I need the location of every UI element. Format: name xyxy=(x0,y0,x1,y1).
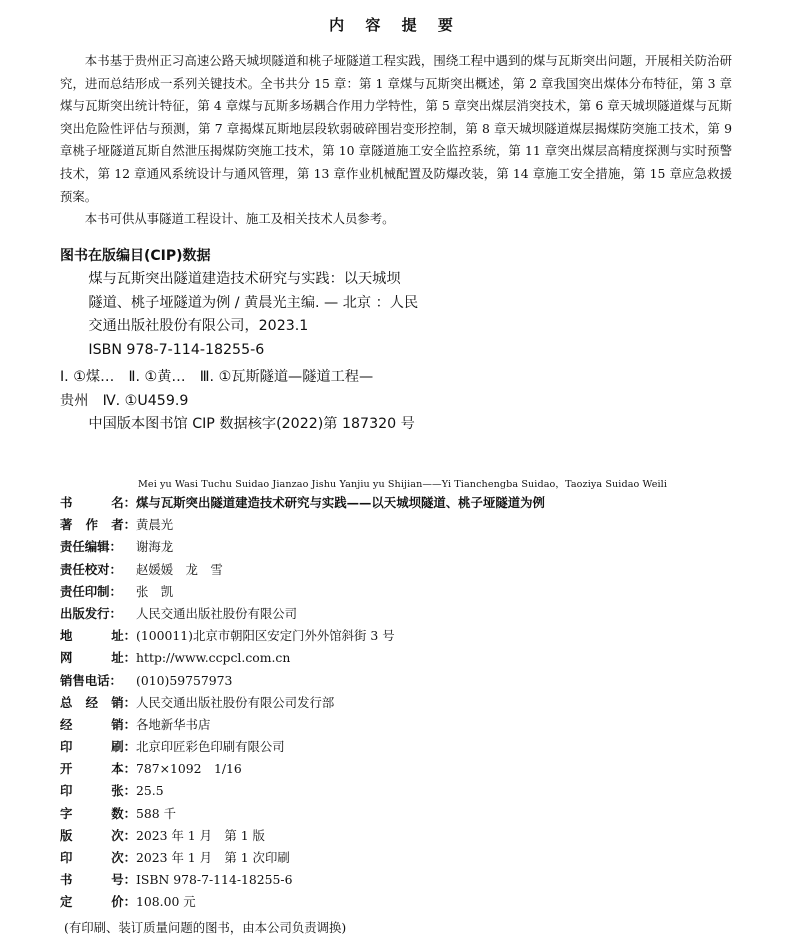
info-label xyxy=(60,848,136,866)
info-label xyxy=(60,759,136,777)
cip-line: 隧道、桃子垭隧道为例 / 黄晨光主编. — 北京 ：人民 xyxy=(88,294,419,311)
info-label-char: 次： xyxy=(111,850,136,865)
info-value: 黄晨光 xyxy=(136,517,174,533)
info-label xyxy=(60,560,136,578)
info-row xyxy=(60,560,760,582)
cip-line: 煤与瓦斯突出隧道建造技术研究与实践：以天城坝 xyxy=(88,271,401,287)
info-label-char: 定 xyxy=(60,894,73,910)
pinyin-title: Mei yu Wasi Tuchu Suidao Jianzao Jishu Yanjiu yu Shijian——Yi Tianchengba Suidao，Taoziya Suidao Weili xyxy=(138,479,668,490)
summary-paragraph: 本书可供从事隧道工程设计、施工及相关技术人员参考。 xyxy=(84,211,395,227)
quality-note: (有印刷、装订质量问题的图书，由本公司负责调换) xyxy=(64,920,347,935)
info-label-char: 开 xyxy=(60,761,73,777)
info-row xyxy=(60,648,760,670)
cip-record-number: 中国版本图书馆 CIP 数据核字(2022)第 187320 号 xyxy=(88,416,415,432)
info-label-char: 书 xyxy=(60,872,73,888)
info-value: 张 凯 xyxy=(136,583,174,599)
info-label-char: 著 xyxy=(60,517,73,533)
cip-classification: 贵州 Ⅳ. ①U459.9 xyxy=(60,392,189,409)
info-row xyxy=(60,604,760,626)
info-label-char: 书 xyxy=(60,495,73,510)
info-label-char: 者： xyxy=(111,517,136,533)
info-label xyxy=(60,604,136,622)
info-label xyxy=(60,626,136,644)
info-value: (010)59757973 xyxy=(136,672,233,688)
info-row xyxy=(60,537,760,559)
info-label-char: 次： xyxy=(111,827,136,843)
info-label-char: 号： xyxy=(111,872,136,888)
info-label-char: 责任校对： xyxy=(60,561,122,577)
info-label xyxy=(60,804,136,822)
info-value: 人民交通出版社股份有限公司 xyxy=(136,605,298,621)
info-label-char: 本： xyxy=(111,761,136,777)
info-row xyxy=(60,715,760,737)
info-label-char: 总 xyxy=(60,694,73,710)
publication-info xyxy=(60,493,760,915)
cip-heading: 图书在版编目(CIP)数据 xyxy=(60,248,211,264)
info-label-char: 销售电话： xyxy=(60,672,122,688)
info-row xyxy=(60,848,760,870)
info-label-char: 销： xyxy=(111,694,136,710)
info-label-char: 责任编辑： xyxy=(60,539,122,555)
info-label-char: 地 xyxy=(60,628,73,644)
info-value: 25.5 xyxy=(136,783,164,799)
info-label-char: 作 xyxy=(85,517,98,533)
info-label xyxy=(60,693,136,711)
info-label-char: 经 xyxy=(85,694,98,710)
info-label xyxy=(60,671,136,689)
summary xyxy=(60,50,732,231)
info-label xyxy=(60,582,136,600)
info-label xyxy=(60,537,136,555)
info-row xyxy=(60,759,760,781)
info-label-char: 出版发行： xyxy=(60,605,122,621)
info-row xyxy=(60,892,760,914)
info-label-char: 址： xyxy=(111,628,136,644)
info-label-char: 刷： xyxy=(111,739,136,755)
info-label-char: 址： xyxy=(111,650,136,666)
info-label-char: 印 xyxy=(60,783,73,799)
info-row xyxy=(60,804,760,826)
info-row xyxy=(60,781,760,803)
info-value: 赵媛媛 龙 雪 xyxy=(136,561,223,577)
info-row xyxy=(60,671,760,693)
info-row xyxy=(60,582,760,604)
info-row xyxy=(60,737,760,759)
info-label xyxy=(60,781,136,799)
info-label-char: 数： xyxy=(111,805,136,821)
cip-isbn: ISBN 978-7-114-18255-6 xyxy=(88,341,265,358)
info-row xyxy=(60,870,760,892)
info-label-char: 版 xyxy=(60,827,73,843)
info-label xyxy=(60,737,136,755)
info-row xyxy=(60,626,760,648)
info-value: 各地新华书店 xyxy=(136,716,211,732)
info-label-char: 责任印制： xyxy=(60,583,122,599)
page-title: 内 容 提 要 xyxy=(329,16,461,34)
info-label-char: 网 xyxy=(60,650,73,666)
info-label-char: 字 xyxy=(60,805,73,821)
info-value: 108.00 元 xyxy=(136,894,196,910)
info-label xyxy=(60,892,136,910)
info-value: 人民交通出版社股份有限公司发行部 xyxy=(136,694,335,710)
cip-line: 交通出版社股份有限公司，2023.1 xyxy=(88,318,309,334)
info-label-char: 销： xyxy=(111,716,136,732)
info-value: http://www.ccpcl.com.cn xyxy=(136,650,291,666)
info-label xyxy=(60,870,136,888)
info-label xyxy=(60,493,136,511)
info-label-char: 经 xyxy=(60,716,73,732)
info-value: 煤与瓦斯突出隧道建造技术研究与实践——以天城坝隧道、桃子垭隧道为例 xyxy=(136,495,545,510)
cip-classification: Ⅰ. ①煤… Ⅱ. ①黄… Ⅲ. ①瓦斯隧道—隧道工程— xyxy=(60,369,374,385)
cip-block xyxy=(60,268,500,437)
info-row xyxy=(60,493,760,515)
info-value: 2023 年 1 月 第 1 次印刷 xyxy=(136,850,290,865)
info-value: ISBN 978-7-114-18255-6 xyxy=(136,872,293,888)
info-label-char: 印 xyxy=(60,850,73,865)
info-value: 2023 年 1 月 第 1 版 xyxy=(136,827,265,843)
info-row xyxy=(60,826,760,848)
info-label-char: 价： xyxy=(111,894,136,910)
info-row xyxy=(60,515,760,537)
info-value: 588 千 xyxy=(136,805,176,821)
info-label-char: 印 xyxy=(60,739,73,755)
info-row xyxy=(60,693,760,715)
info-label xyxy=(60,648,136,666)
info-label-char: 张： xyxy=(111,783,136,799)
info-label-char: 名： xyxy=(111,495,136,510)
info-label xyxy=(60,515,136,533)
info-value: (100011)北京市朝阳区安定门外外馆斜街 3 号 xyxy=(136,628,395,644)
info-value: 787×1092 1/16 xyxy=(136,761,242,777)
info-label xyxy=(60,715,136,733)
summary-paragraph: 本书基于贵州正习高速公路天城坝隧道和桃子垭隧道工程实践，围绕工程中遇到的煤与瓦斯突出问题，开展相关防治研究，进而总结形成一系列关键技术。全书共分 15 章：第 1 章煤与瓦斯突出概述，第 2 章我国突出煤体分布特征，第 3 章煤与瓦斯突出统计特征，第 4 章煤与瓦斯多场耦合作用力学特性，第 5 章突出煤层消突技术，第 6 章天城坝隧道煤与瓦斯突出危险性评估与预测，第 7 章揭煤瓦斯地层段软弱破碎围岩变形控制，第 8 章天城坝隧道煤层揭煤防突施工技术，第 9 章桃子垭隧道瓦斯自然泄压揭煤防突施工技术，第 10 章隧道施工安全监控系统，第 11 章突出煤层高精度探测与实时预警技术，第 12 章通风系统设计与通风管理，第 13 章作业机械配置及防爆改装，第 14 章施工安全措施，第 15 章应急救援预案。 xyxy=(60,53,732,204)
info-value: 谢海龙 xyxy=(136,539,174,555)
info-value: 北京印匠彩色印刷有限公司 xyxy=(136,739,285,755)
info-label xyxy=(60,826,136,844)
